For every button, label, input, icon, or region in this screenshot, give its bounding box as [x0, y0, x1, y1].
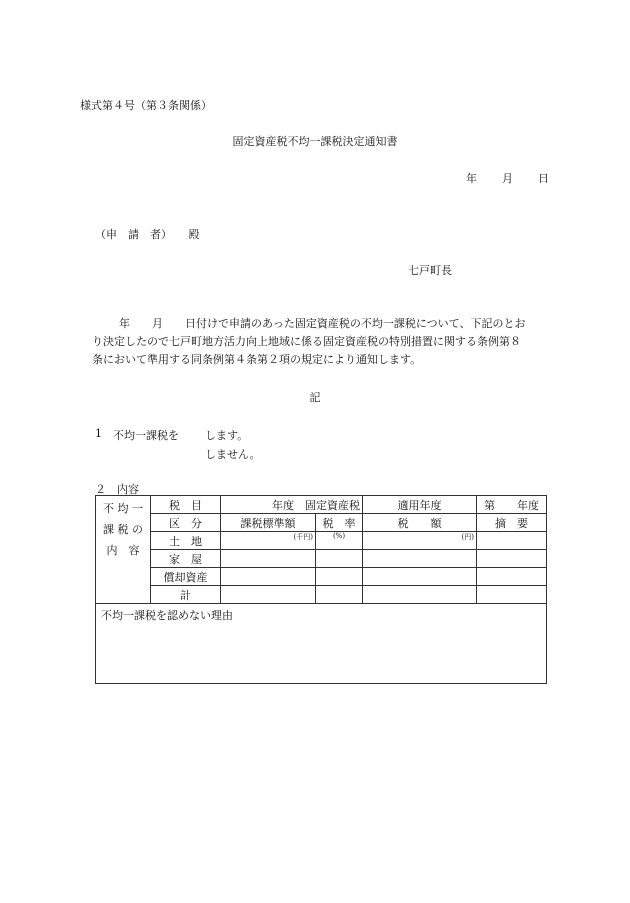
- house-tax-amount-cell: [363, 550, 477, 568]
- document-title: 固定資産税不均一課税決定通知書: [232, 135, 398, 148]
- item2-heading: ２ 内容: [95, 483, 139, 496]
- assets-remarks-cell: [477, 568, 547, 586]
- tax-item-label: 税 目: [151, 496, 221, 514]
- ki-heading: 記: [309, 391, 321, 404]
- land-tax-rate-unit: (%): [316, 532, 363, 550]
- depreciable-assets-label: 償却資産: [151, 568, 221, 586]
- total-tax-amount-cell: [363, 586, 477, 604]
- row-header-line-2: 課 税 の: [103, 523, 143, 536]
- tax-rate-header: 税 率: [316, 514, 363, 532]
- category-label: 区 分: [151, 514, 221, 532]
- table-row: [96, 586, 547, 604]
- land-remarks-cell: [477, 532, 547, 550]
- house-label: 家 屋: [151, 550, 221, 568]
- applicable-year-label: 適用年度: [363, 496, 477, 514]
- body-line-2: り決定したので七戸町地方活力向上地域に係る固定資産税の特別措置に関する条例第８: [92, 335, 521, 348]
- row-header-line-1: 不 均 一: [103, 502, 143, 515]
- house-tax-base-cell: [221, 550, 316, 568]
- content-table: [95, 495, 547, 684]
- date-line: [466, 170, 549, 186]
- body-line-1: 年 月 日付けで申請のあった固定資産税の不均一課税について、下記のとお: [108, 317, 526, 330]
- reason-cell: [96, 604, 547, 684]
- house-remarks-cell: [477, 550, 547, 568]
- land-tax-amount-unit: (円): [363, 532, 477, 550]
- table-row: [96, 496, 547, 514]
- land-tax-base-unit: (千円): [221, 532, 316, 550]
- body-line-3: 条において準用する同条例第４条第２項の規定により通知します。: [92, 353, 422, 366]
- notice-body: [92, 315, 548, 369]
- reason-label: 不均一課税を認めない理由: [101, 609, 233, 622]
- table-row: [96, 514, 547, 532]
- house-tax-rate-cell: [316, 550, 363, 568]
- remarks-header: 摘 要: [477, 514, 547, 532]
- table-row: [96, 568, 547, 586]
- date-year: 年: [466, 172, 477, 185]
- total-label: 計: [151, 586, 221, 604]
- assets-tax-rate-cell: [316, 568, 363, 586]
- item1-number: 1: [95, 427, 102, 440]
- table-row: [96, 550, 547, 568]
- applicable-year-value: 第 年度: [477, 496, 547, 514]
- table-row: [96, 604, 547, 684]
- assets-tax-amount-cell: [363, 568, 477, 586]
- row-header-cell: [96, 496, 151, 604]
- table-row: [96, 532, 547, 550]
- item1-option-shimasu: します。: [205, 429, 249, 442]
- form-number: 様式第４号（第３条関係）: [80, 99, 212, 112]
- total-tax-base-cell: [221, 586, 316, 604]
- date-month: 月: [502, 172, 513, 185]
- date-day: 日: [538, 172, 549, 185]
- issuer-name: 七戸町長: [408, 264, 452, 277]
- fiscal-year-tax: 年度 固定資産税: [221, 496, 363, 514]
- item1-option-shimasen: しません。: [205, 448, 261, 461]
- item1-label: 不均一課税を: [113, 429, 179, 442]
- assets-tax-base-cell: [221, 568, 316, 586]
- row-header-line-3: 内 容: [106, 544, 140, 557]
- total-remarks-cell: [477, 586, 547, 604]
- tax-amount-header: 税 額: [363, 514, 477, 532]
- total-tax-rate-cell: [316, 586, 363, 604]
- land-label: 土 地: [151, 532, 221, 550]
- applicant-line: （申 請 者） 殿: [95, 228, 200, 241]
- tax-base-header: 課税標準額: [221, 514, 316, 532]
